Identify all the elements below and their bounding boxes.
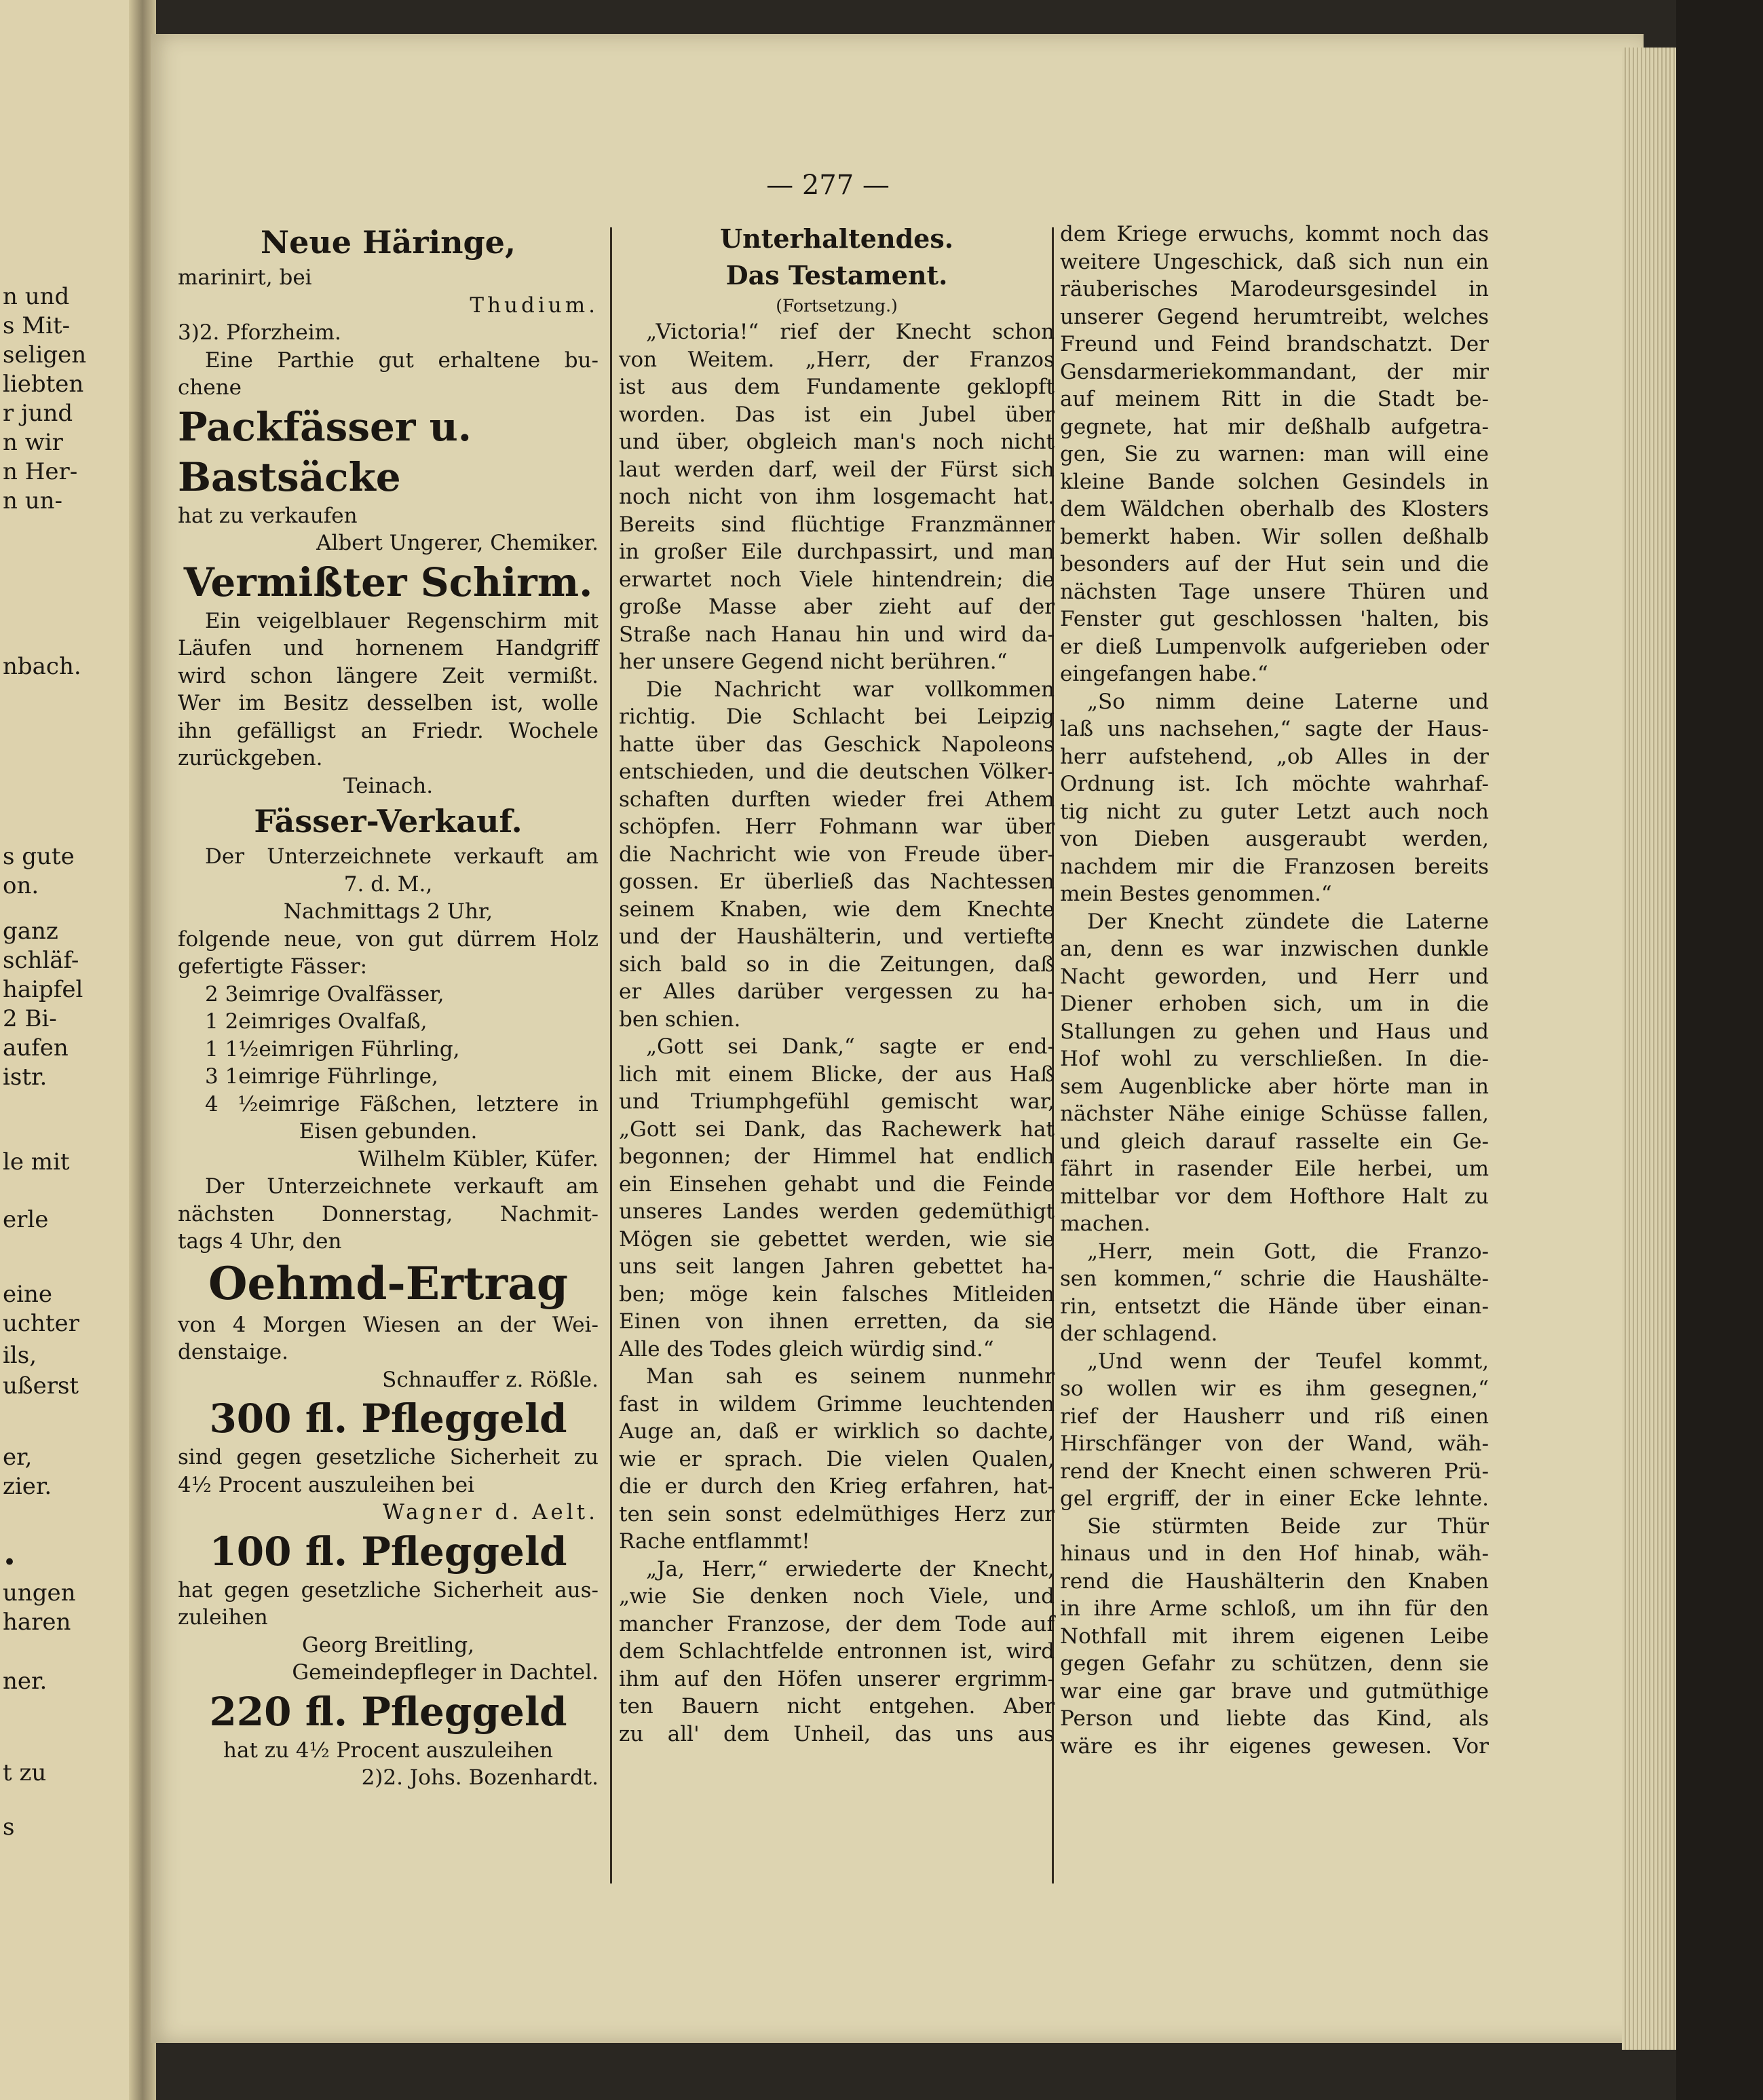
left-page-fragment: n und <box>3 283 70 310</box>
col3-line: sen kommen,“ schrie die Haushälte- <box>1060 1267 1489 1291</box>
col3-line: er dieß Lumpenvolk aufgerieben oder <box>1060 634 1489 659</box>
col3-line: laß uns nachsehen,“ sagte der Haus- <box>1060 717 1489 741</box>
col3-line: Hirschfänger von der Wand, wäh- <box>1060 1431 1489 1456</box>
col1-line: Wilhelm Kübler, Küfer. <box>358 1146 599 1171</box>
left-page-fragment: ner. <box>3 1668 48 1695</box>
col2-line: schöpfen. Herr Fohmann war über <box>619 814 1055 839</box>
col1-line: Ein veigelblauer Regenschirm mit <box>205 608 599 633</box>
col2-line: er Alles darüber vergessen zu ha- <box>619 979 1055 1004</box>
col1-line: 2)2. Johs. Bozenhardt. <box>361 1765 599 1790</box>
col2-line: uns seit langen Jahren gebettet ha- <box>619 1254 1055 1279</box>
col1-line: hat zu 4½ Procent auszuleihen <box>223 1738 553 1763</box>
col1-line: Der Unterzeichnete verkauft am <box>205 844 599 869</box>
col3-line: unserer Gegend herumtreibt, welches <box>1060 304 1489 329</box>
col1-line: chene <box>178 375 242 400</box>
col2-line: schaften durften wieder frei Athem <box>619 787 1055 812</box>
col2-line: Man sah es seinem nunmehr <box>646 1364 1055 1389</box>
col2-line: begonnen; der Himmel hat endlich <box>619 1144 1055 1169</box>
left-page-fragment: seligen <box>3 341 87 369</box>
col1-line: Teinach. <box>343 773 434 798</box>
col1-line: nächsten Donnerstag, Nachmit- <box>178 1201 599 1226</box>
col2-line: große Masse aber zieht auf der <box>619 595 1055 619</box>
col2-line: worden. Das ist ein Jubel über <box>619 402 1055 427</box>
col1-line: Schnauffer z. Rößle. <box>382 1367 599 1392</box>
col3-line: eingefangen habe.“ <box>1060 662 1268 686</box>
col3-line: Diener erhoben sich, um in die <box>1060 992 1489 1016</box>
col2-line: Auge an, daß er wirklich so dachte, <box>619 1419 1055 1444</box>
col3-line: rend der Knecht einen schweren Prü- <box>1060 1459 1489 1484</box>
col2-line: „Gott sei Dank,“ sagte er end- <box>646 1034 1055 1059</box>
col3-line: Der Knecht zündete die Laterne <box>1087 909 1489 934</box>
col3-line: Person und liebte das Kind, als <box>1060 1706 1489 1731</box>
page-number: — 277 — <box>766 170 890 201</box>
col3-line: Nothfall mit ihrem eigenen Leibe <box>1060 1624 1489 1649</box>
col1-line: Nachmittags 2 Uhr, <box>283 899 493 924</box>
left-page-fragment: schläf- <box>3 947 79 974</box>
col3-line: kleine Bande solchen Gesindels in <box>1060 469 1489 494</box>
col2-line: ist aus dem Fundamente geklopft <box>619 375 1055 399</box>
col3-line: in ihre Arme schloß, um ihn für den <box>1060 1596 1489 1621</box>
column-rule <box>610 227 612 1883</box>
col3-line: der schlagend. <box>1060 1321 1218 1346</box>
left-page-fragment: ils, <box>3 1342 37 1369</box>
col3-line: fährt in rasender Eile herbei, um <box>1060 1157 1489 1181</box>
col3-line: Sie stürmten Beide zur Thür <box>1087 1514 1489 1539</box>
col2-line: (Fortsetzung.) <box>776 296 898 316</box>
col1-line: Packfässer u. Bastsäcke <box>178 403 472 500</box>
col3-line: von Dieben ausgeraubt werden, <box>1060 827 1489 851</box>
col1-line: 100 fl. Pfleggeld <box>209 1528 567 1575</box>
col1-line: hat zu verkaufen <box>178 503 358 528</box>
col2-line: Unterhaltendes. <box>720 223 953 254</box>
col2-line: „Gott sei Dank, das Rachewerk hat <box>619 1117 1055 1142</box>
col3-line: auf meinem Ritt in die Stadt be- <box>1060 387 1489 411</box>
col2-line: ten sein sonst edelmüthiges Herz zur <box>619 1501 1055 1526</box>
col3-line: dem Wäldchen oberhalb des Klosters <box>1060 497 1489 521</box>
col2-line: unseres Landes werden gedemüthigt <box>619 1199 1055 1224</box>
col2-line: gossen. Er überließ das Nachtessen <box>619 869 1055 894</box>
col2-line: dem Schlachtfelde entronnen ist, wird <box>619 1639 1055 1664</box>
book-cover <box>1676 0 1763 2100</box>
story-column-2 <box>1060 221 1489 1760</box>
left-page-fragment: le mit <box>3 1148 70 1176</box>
col1-line: 220 fl. Pfleggeld <box>209 1688 567 1735</box>
left-page-fragment: er, <box>3 1444 33 1471</box>
col2-line: Mögen sie gebettet werden, wie sie <box>619 1226 1055 1252</box>
col1-line: Eisen gebunden. <box>299 1119 478 1144</box>
col3-line: gel ergriff, der in einer Ecke lehnte. <box>1060 1486 1489 1511</box>
col1-line: 300 fl. Pfleggeld <box>209 1395 567 1442</box>
left-page-fragment: n un- <box>3 487 62 514</box>
col1-line: Thudium. <box>470 293 599 318</box>
col2-line: sich bald so in die Zeitungen, daß <box>619 952 1055 977</box>
col1-line: folgende neue, von gut dürrem Holz <box>178 926 599 952</box>
col2-line: und Triumphgefühl gemischt war, <box>619 1089 1055 1114</box>
left-page-fragment: n Her- <box>3 458 78 485</box>
col2-line: noch nicht von ihm losgemacht hat. <box>619 485 1055 509</box>
col3-line: Freund und Feind brandschatzt. Der <box>1060 332 1489 356</box>
col2-line: Alle des Todes gleich würdig sind.“ <box>619 1336 994 1362</box>
col1-line: zurückgeben. <box>178 746 323 770</box>
left-page-fragment: aufen <box>3 1034 69 1062</box>
col3-line: dem Kriege erwuchs, kommt noch das <box>1060 222 1489 246</box>
col2-line: und über, obgleich man's noch nicht <box>619 430 1055 454</box>
col2-line: ben; möge kein falsches Mitleiden <box>619 1281 1055 1307</box>
col3-line: war eine gar brave und gutmüthige <box>1060 1679 1489 1704</box>
col2-line: ben schien. <box>619 1007 741 1032</box>
left-page-fragment: nbach. <box>3 653 81 680</box>
col2-line: erwartet noch Viele hintendrein; die <box>619 567 1055 592</box>
col2-line: Einen von ihnen erretten, da sie <box>619 1309 1055 1334</box>
col1-line: Vermißter Schirm. <box>183 559 593 605</box>
col1-line: sind gegen gesetzliche Sicherheit zu <box>178 1445 599 1469</box>
left-page-fragment: istr. <box>3 1064 48 1091</box>
col2-line: Die Nachricht war vollkommen <box>646 677 1055 702</box>
advertisements-column <box>178 221 599 1792</box>
col2-line: „Victoria!“ rief der Knecht schon <box>646 320 1055 344</box>
col1-line: tags 4 Uhr, den <box>178 1229 342 1254</box>
col2-line: von Weitem. „Herr, der Franzos <box>619 347 1055 372</box>
left-page-fragment: erle <box>3 1206 49 1233</box>
col3-line: Fenster gut geschlossen 'halten, bis <box>1060 607 1489 631</box>
col1-line: 2 3eimrige Ovalfässer, <box>205 981 444 1007</box>
col1-line: 4½ Procent auszuleihen bei <box>178 1472 475 1497</box>
col1-line: Eine Parthie gut erhaltene bu- <box>205 348 599 373</box>
col2-line: „wie Sie denken noch Viele, und <box>619 1584 1055 1609</box>
col1-line: Fässer-Verkauf. <box>254 803 523 840</box>
col3-line: mittelbar vor dem Hofthore Halt zu <box>1060 1184 1489 1209</box>
col3-line: gen, Sie zu warnen: man will eine <box>1060 442 1489 466</box>
col3-line: „So nimm deine Laterne und <box>1087 689 1489 714</box>
col1-line: gefertigte Fässer: <box>178 954 368 979</box>
col1-line: Gemeindepfleger in Dachtel. <box>292 1660 599 1685</box>
col1-line: Wagner d. Aelt. <box>383 1500 599 1524</box>
left-page-fragment: uchter <box>3 1310 79 1337</box>
col3-line: mein Bestes genommen.“ <box>1060 882 1332 906</box>
col2-line: Rache entflammt! <box>619 1529 810 1554</box>
left-page-fragment: • <box>3 1549 17 1576</box>
col2-line: entschieden, und die deutschen Völker- <box>619 760 1055 784</box>
col3-line: Hof wohl zu verschließen. In die- <box>1060 1047 1489 1071</box>
col3-line: Stallungen zu gehen und Haus und <box>1060 1019 1489 1044</box>
col3-line: rend die Haushälterin den Knaben <box>1060 1569 1489 1594</box>
col3-line: rin, entsetzt die Hände über einan- <box>1060 1294 1489 1319</box>
col3-line: so wollen wir es ihm gesegnen,“ <box>1060 1376 1489 1401</box>
col3-line: nachdem mir die Franzosen bereits <box>1060 854 1489 879</box>
col3-line: nächster Nähe einige Schüsse fallen, <box>1060 1102 1489 1126</box>
col1-line: Georg Breitling, <box>301 1632 475 1657</box>
col2-line: Das Testament. <box>725 260 948 290</box>
col3-line: gegen Gefahr zu schützen, denn sie <box>1060 1651 1489 1676</box>
col3-line: machen. <box>1060 1212 1151 1236</box>
col3-line: rief der Hausherr und riß einen <box>1060 1404 1489 1429</box>
col3-line: tig nicht zu guter Letzt auch noch <box>1060 799 1489 824</box>
col3-line: hinaus und in den Hof hinab, wäh- <box>1060 1541 1489 1566</box>
col3-line: wäre es ihr eigenes gewesen. Vor <box>1060 1733 1489 1759</box>
col1-line: Läufen und hornenem Handgriff <box>178 636 599 660</box>
left-page-fragment: s <box>3 1814 15 1841</box>
col1-line: von 4 Morgen Wiesen an der Wei- <box>178 1312 599 1337</box>
col1-line: Wer im Besitz desselben ist, wolle <box>178 691 599 715</box>
left-page-fragment: s Mit- <box>3 312 71 339</box>
col2-line: die er durch den Krieg erfahren, hat- <box>619 1474 1055 1499</box>
col2-line: ein Einsehen gehabt und die Feinde <box>619 1171 1055 1197</box>
col2-line: die Nachricht wie von Freude über- <box>619 842 1055 867</box>
col2-line: und der Haushälterin, und vertiefte <box>619 924 1055 949</box>
col1-line: wird schon längere Zeit vermißt. <box>178 663 599 688</box>
col3-line: nächsten Tage unsere Thüren und <box>1060 579 1489 604</box>
col2-line: ten Bauern nicht entgehen. Aber <box>619 1694 1055 1719</box>
col2-line: mancher Franzose, der dem Tode auf <box>619 1611 1055 1636</box>
col3-line: weitere Ungeschick, daß sich nun ein <box>1060 249 1489 274</box>
left-page-fragment: haren <box>3 1609 71 1636</box>
col3-line: und gleich darauf rasselte ein Ge- <box>1060 1129 1489 1154</box>
col3-line: Gensdarmeriekommandant, der mir <box>1060 359 1489 384</box>
col1-line: Albert Ungerer, Chemiker. <box>316 531 599 555</box>
col1-line: ihn gefälligst an Friedr. Wochele <box>178 718 599 743</box>
left-page-fragment: ußerst <box>3 1372 79 1400</box>
col2-line: lich mit einem Blicke, der aus Haß <box>619 1062 1055 1087</box>
col2-line: ihm auf den Höfen unserer ergrimm- <box>619 1666 1055 1691</box>
col2-line: Straße nach Hanau hin und wird da- <box>619 622 1055 647</box>
col3-line: Ordnung ist. Ich möchte wahrhaf- <box>1060 772 1489 796</box>
left-page-fragment: 2 Bi- <box>3 1005 57 1032</box>
col1-line: 4 ½eimrige Fäßchen, letztere in <box>205 1091 599 1117</box>
story-column-1 <box>619 221 1055 1748</box>
col1-line: zuleihen <box>178 1605 268 1630</box>
left-page-fragment: ganz <box>3 918 58 945</box>
col1-line: marinirt, bei <box>178 265 312 290</box>
col1-line: 7. d. M., <box>343 871 433 897</box>
col1-line: Der Unterzeichnete verkauft am <box>205 1174 599 1199</box>
col2-line: fast in wildem Grimme leuchtenden <box>619 1391 1055 1417</box>
col2-line: her unsere Gegend nicht berühren.“ <box>619 650 1008 674</box>
col3-line: „Und wenn der Teufel kommt, <box>1087 1349 1489 1374</box>
left-page-fragment: zier. <box>3 1473 52 1500</box>
col3-line: „Herr, mein Gott, die Franzo- <box>1087 1239 1489 1264</box>
col1-line: 1 2eimriges Ovalfaß, <box>205 1009 428 1034</box>
col3-line: gegnete, hat mir deßhalb aufgetra- <box>1060 414 1489 439</box>
col3-line: besonders auf der Hut sein und die <box>1060 552 1489 576</box>
col1-line: denstaige. <box>178 1340 288 1364</box>
left-page-fragment: s gute <box>3 843 75 870</box>
left-page-fragment: t zu <box>3 1759 47 1786</box>
left-page-fragment: on. <box>3 872 39 899</box>
col3-line: sem Augenblicke aber hörte man in <box>1060 1074 1489 1099</box>
col1-line: Neue Häringe, <box>261 224 516 261</box>
left-page-fragment: haipfel <box>3 976 83 1003</box>
col2-line: seinem Knaben, wie dem Knechte <box>619 897 1055 922</box>
col2-line: Bereits sind flüchtige Franzmänner <box>619 512 1055 537</box>
left-page-fragment: r jund <box>3 400 73 427</box>
col3-line: an, denn es war inzwischen dunkle <box>1060 937 1489 961</box>
left-page-fragment: liebten <box>3 371 84 398</box>
col1-line: 3)2. Pforzheim. <box>178 320 341 345</box>
col2-line: „Ja, Herr,“ erwiederte der Knecht, <box>646 1556 1055 1581</box>
col2-line: richtig. Die Schlacht bei Leipzig <box>619 705 1055 729</box>
col3-line: herr aufstehend, „ob Alles in der <box>1060 744 1489 769</box>
col3-line: Nacht geworden, und Herr und <box>1060 964 1489 989</box>
col1-line: hat gegen gesetzliche Sicherheit aus- <box>178 1577 599 1602</box>
col1-line: 3 1eimrige Führlinge, <box>205 1064 438 1089</box>
col2-line: laut werden darf, weil der Fürst sich <box>619 457 1055 482</box>
left-page-fragment: n wir <box>3 429 63 456</box>
col2-line: wie er sprach. Die vielen Qualen, <box>619 1446 1055 1471</box>
left-page-fragment: ungen <box>3 1579 76 1607</box>
col3-line: bemerkt haben. Wir sollen deßhalb <box>1060 524 1489 549</box>
col2-line: in großer Eile durchpassirt, und man <box>619 540 1055 564</box>
col1-line: Oehmd-Ertrag <box>208 1256 569 1310</box>
col2-line: zu all' dem Unheil, das uns aus <box>619 1721 1055 1746</box>
col2-line: hatte über das Geschick Napoleons <box>619 732 1055 757</box>
left-page-fragment: eine <box>3 1281 53 1308</box>
col1-line: 1 1½eimrigen Führling, <box>205 1036 460 1062</box>
col3-line: räuberisches Marodeursgesindel in <box>1060 277 1489 301</box>
